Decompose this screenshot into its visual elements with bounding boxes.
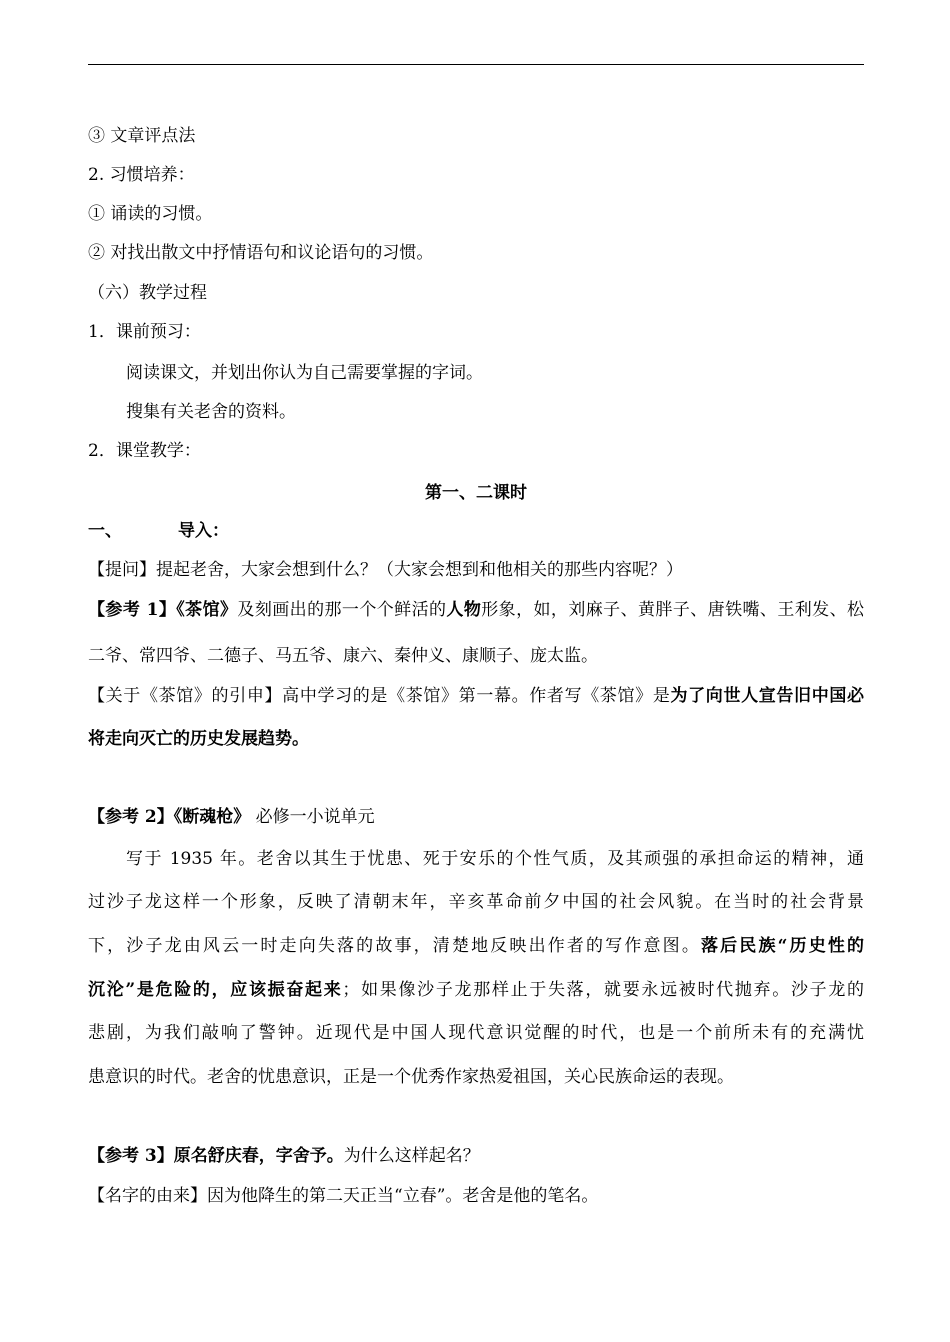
ref3-bold: 原名舒庆春，字舍予。 [173, 1146, 344, 1166]
ref2-paragraph-line [88, 979, 864, 1001]
ref1-line [88, 599, 864, 621]
lesson-heading: 第一、二课时 [425, 483, 527, 503]
ref2-paragraph-line: 写于 1935 年。老舍以其生于忧患、死于安乐的个性气质，及其顽强的承担命运的精神，通 [126, 849, 864, 869]
ref2-bold: 沉沦”是危险的，应该振奋起来 [88, 980, 343, 1000]
question-line: 【提问】提起老舍，大家会想到什么？（大家会想到和他相关的那些内容呢？） [88, 560, 683, 580]
text-line: 阅读课文，并划出你认为自己需要掌握的字词。 [126, 363, 483, 383]
ref1-bold-word: 人物 [446, 600, 482, 620]
ref2-paragraph-line: 悲剧，为我们敲响了警钟。近现代是中国人现代意识觉醒的时代，也是一个前所未有的充满忧 [88, 1023, 864, 1043]
intro-line2: 将走向灭亡的历史发展趋势。 [88, 729, 309, 749]
intro-line [88, 685, 864, 707]
ref2-note: 必修一小说单元 [255, 807, 375, 827]
section-heading: （六）教学过程 [88, 283, 207, 303]
text-line: ③ 文章评点法 [88, 126, 196, 146]
text-line: 搜集有关老舍的资料。 [126, 402, 296, 422]
ref1-work: 《茶馆》 [176, 600, 238, 620]
text-line: 2．课堂教学： [88, 441, 201, 461]
ref2-text: 下，沙子龙由风云一时走向失落的故事，清楚地反映出作者的写作意图。 [88, 936, 701, 956]
section-number: 一、 [88, 521, 122, 541]
ref2-work: 《断魂枪》 [173, 807, 251, 827]
name-origin-line: 【名字的由来】因为他降生的第二天正当“立春”。老舍是他的笔名。 [88, 1186, 599, 1206]
ref2-heading [88, 806, 375, 828]
ref1-text: 形象，如，刘麻子、黄胖子、唐铁嘴、王利发、松 [481, 600, 865, 620]
ref2-paragraph-line [88, 935, 864, 957]
header-rule [88, 64, 864, 65]
ref2-tag: 【参考 2】 [88, 807, 174, 827]
ref1-text: 及刻画出的那一个个鲜活的 [237, 600, 447, 620]
ref2-paragraph-line: 患意识的时代。老舍的忧患意识，正是一个优秀作家热爱祖国，关心民族命运的表现。 [88, 1067, 734, 1087]
text-line: ② 对找出散文中抒情语句和议论语句的习惯。 [88, 243, 434, 263]
intro-text: 【关于《茶馆》的引申】高中学习的是《茶馆》第一幕。作者写《茶馆》是 [88, 686, 671, 706]
ref3-line [88, 1145, 480, 1167]
text-line: ① 诵读的习惯。 [88, 204, 213, 224]
ref2-bold: 落后民族“历史性的 [700, 936, 865, 956]
text-line: 1．课前预习： [88, 322, 201, 342]
section-label: 导入： [178, 521, 229, 541]
ref2-text: ；如果像沙子龙那样止于失落，就要永远被时代抛弃。沙子龙的 [342, 980, 865, 1000]
section-title [88, 520, 229, 542]
ref1-line2: 二爷、常四爷、二德子、马五爷、康六、秦仲义、康顺子、庞太监。 [88, 646, 598, 666]
intro-bold: 为了向世人宣告旧中国必 [670, 686, 865, 706]
ref3-text: 为什么这样起名？ [343, 1146, 480, 1166]
ref1-tag: 【参考 1】 [88, 600, 177, 620]
ref3-tag: 【参考 3】 [88, 1146, 174, 1166]
ref2-paragraph-line: 过沙子龙这样一个形象，反映了清朝末年，辛亥革命前夕中国的社会风貌。在当时的社会背景 [88, 892, 864, 912]
text-line: 2. 习惯培养： [88, 165, 195, 185]
